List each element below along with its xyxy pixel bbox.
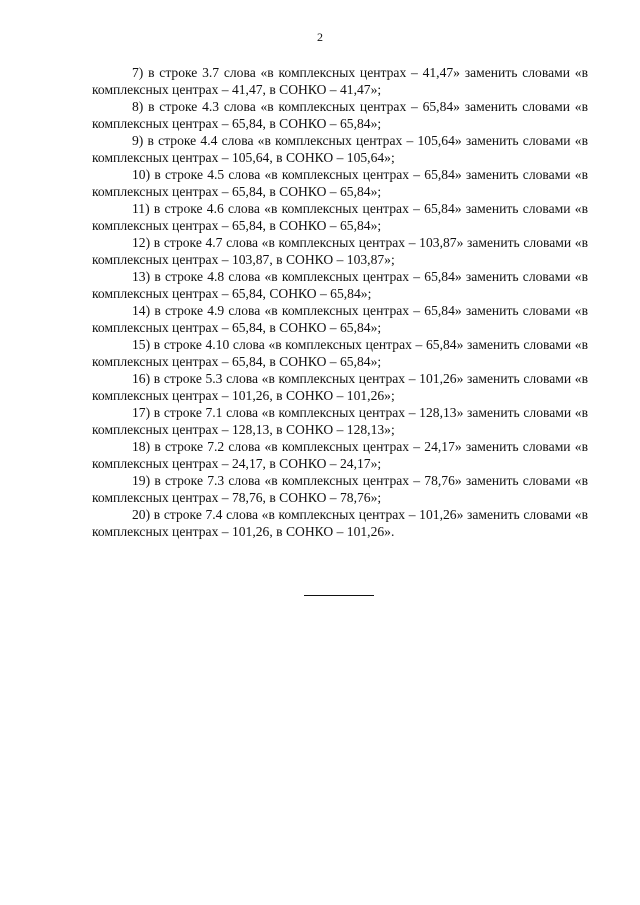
amendment-item-8: 8) в строке 4.3 слова «в комплексных центрах – 65,84» заменить словами «в комплексных центрах – 65,84, в СОНКО – 65,84»; (92, 99, 588, 131)
amendment-item-20: 20) в строке 7.4 слова «в комплексных центрах – 101,26» заменить словами «в комплексных центрах – 101,26, в СОНКО – 101,26». (92, 507, 588, 539)
amendment-item-10: 10) в строке 4.5 слова «в комплексных центрах – 65,84» заменить словами «в комплексных центрах – 65,84, в СОНКО – 65,84»; (92, 167, 588, 199)
amendment-item-15: 15) в строке 4.10 слова «в комплексных центрах – 65,84» заменить словами «в комплексных центрах – 65,84, в СОНКО – 65,84»; (92, 337, 588, 369)
amendment-item-17: 17) в строке 7.1 слова «в комплексных центрах – 128,13» заменить словами «в комплексных центрах – 128,13, в СОНКО – 128,13»; (92, 405, 588, 437)
page-number: 2 (317, 30, 323, 44)
amendment-item-18: 18) в строке 7.2 слова «в комплексных центрах – 24,17» заменить словами «в комплексных центрах – 24,17, в СОНКО – 24,17»; (92, 439, 588, 471)
amendment-item-13: 13) в строке 4.8 слова «в комплексных центрах – 65,84» заменить словами «в комплексных центрах – 65,84, СОНКО – 65,84»; (92, 269, 588, 301)
amendment-item-7: 7) в строке 3.7 слова «в комплексных центрах – 41,47» заменить словами «в комплексных центрах – 41,47, в СОНКО – 41,47»; (92, 65, 588, 97)
amendment-list (92, 64, 588, 540)
amendment-item-12: 12) в строке 4.7 слова «в комплексных центрах – 103,87» заменить словами «в комплексных центрах – 103,87, в СОНКО – 103,87»; (92, 235, 588, 267)
amendment-item-11: 11) в строке 4.6 слова «в комплексных центрах – 65,84» заменить словами «в комплексных центрах – 65,84, в СОНКО – 65,84»; (92, 201, 588, 233)
end-of-document-rule (304, 595, 374, 596)
amendment-item-9: 9) в строке 4.4 слова «в комплексных центрах – 105,64» заменить словами «в комплексных центрах – 105,64, в СОНКО – 105,64»; (92, 133, 588, 165)
amendment-item-16: 16) в строке 5.3 слова «в комплексных центрах – 101,26» заменить словами «в комплексных центрах – 101,26, в СОНКО – 101,26»; (92, 371, 588, 403)
amendment-item-19: 19) в строке 7.3 слова «в комплексных центрах – 78,76» заменить словами «в комплексных центрах – 78,76, в СОНКО – 78,76»; (92, 473, 588, 505)
amendment-item-14: 14) в строке 4.9 слова «в комплексных центрах – 65,84» заменить словами «в комплексных центрах – 65,84, в СОНКО – 65,84»; (92, 303, 588, 335)
